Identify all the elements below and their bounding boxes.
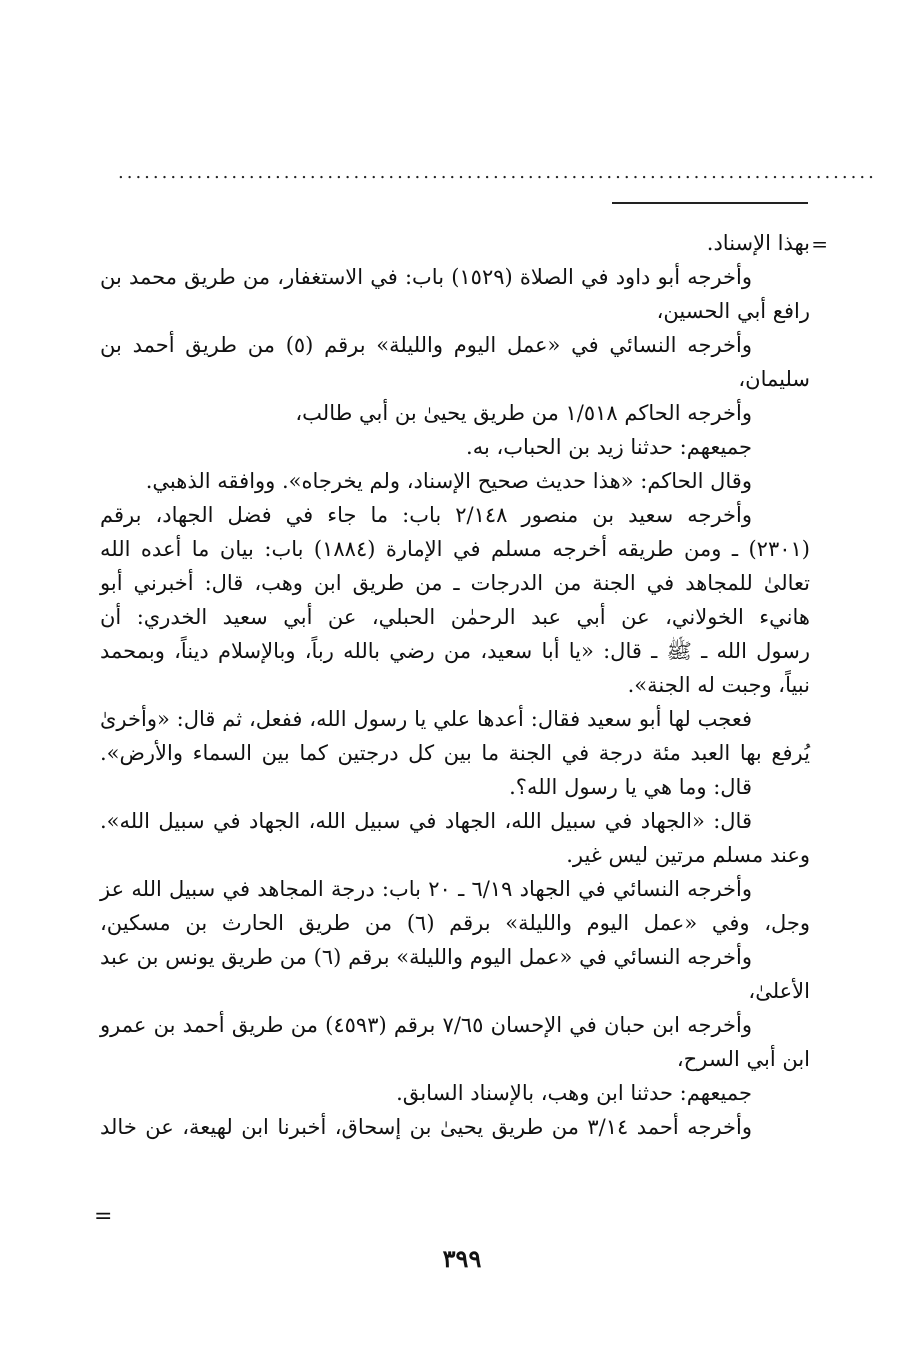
text-line: وجل، وفي «عمل اليوم والليلة» برقم (٦) من طريق الحارث بن مسكين، <box>100 911 810 935</box>
text-line: بهذا الإسناد. <box>706 231 810 255</box>
text-line: وأخرجه الحاكم ١/٥١٨ من طريق يحيىٰ بن أبي طالب، <box>295 401 752 425</box>
text-line: فعجب لها أبو سعيد فقال: أعدها علي يا رسول الله، ففعل، ثم قال: «وأخرىٰ <box>100 707 752 731</box>
text-line: رافع أبي الحسين، <box>656 299 810 323</box>
page-number: ٣٩٩ <box>442 1244 482 1273</box>
text-line: قال: وما هي يا رسول الله؟. <box>509 775 752 799</box>
text-line: سليمان، <box>738 367 810 391</box>
text-line: وأخرجه النسائي في «عمل اليوم والليلة» برقم (٦) من طريق يونس بن عبد <box>100 945 752 969</box>
text-line: تعالىٰ للمجاهد في الجنة من الدرجات ـ من طريق ابن وهب، قال: أخبرني أبو <box>100 571 810 595</box>
text-line: جميعهم: حدثنا ابن وهب، بالإسناد السابق. <box>396 1081 752 1105</box>
text-line: وأخرجه النسائي في الجهاد ٦/١٩ ـ ٢٠ باب: درجة المجاهد في سبيل الله عز <box>100 877 752 901</box>
text-line: جميعهم: حدثنا زيد بن الحباب، به. <box>466 435 752 459</box>
text-line: وأخرجه النسائي في «عمل اليوم والليلة» برقم (٥) من طريق أحمد بن <box>100 333 752 357</box>
text-line: وقال الحاكم: «هذا حديث صحيح الإسناد، ولم يخرجاه». ووافقه الذهبي. <box>145 469 752 493</box>
text-line: وعند مسلم مرتين ليس غير. <box>566 843 810 867</box>
text-line: وأخرجه أحمد ٣/١٤ من طريق يحيىٰ بن إسحاق، أخبرنا ابن لهيعة، عن خالد <box>100 1115 752 1139</box>
continuation-mark-bottom: = <box>94 1204 113 1229</box>
text-line: وأخرجه أبو داود في الصلاة (١٥٢٩) باب: في الاستغفار، من طريق محمد بن <box>100 265 752 289</box>
text-line: رسول الله ـ ﷺ ـ قال: «يا أبا سعيد، من رضي بالله رباً، وبالإسلام ديناً، وبمحمد <box>100 639 810 663</box>
text-line: ابن أبي السرح، <box>676 1047 810 1071</box>
footnote-rule <box>612 202 808 204</box>
text-line: وأخرجه سعيد بن منصور ٢/١٤٨ باب: ما جاء في فضل الجهاد، برقم <box>100 503 752 527</box>
text-line: (٢٣٠١) ـ ومن طريقه أخرجه مسلم في الإمارة (١٨٨٤) باب: بيان ما أعده الله <box>100 537 810 561</box>
text-line: يُرفع بها العبد مئة درجة في الجنة ما بين كل درجتين كما بين السماء والأرض». <box>100 741 810 765</box>
text-line: هانيء الخولاني، عن أبي عبد الرحمٰن الحبلي، عن أبي سعيد الخدري: أن <box>100 605 810 629</box>
text-line: نبياً، وجبت له الجنة». <box>627 673 810 697</box>
footnote-text-block <box>100 226 810 1144</box>
text-line: قال: «الجهاد في سبيل الله، الجهاد في سبيل الله، الجهاد في سبيل الله». <box>100 809 752 833</box>
continuation-mark-top: = <box>811 232 828 256</box>
text-line: وأخرجه ابن حبان في الإحسان ٧/٦٥ برقم (٤٥٩٣) من طريق أحمد بن عمرو <box>100 1013 752 1037</box>
dotted-separator: ....................................................................................... <box>118 162 877 183</box>
text-line: الأعلىٰ، <box>748 979 810 1003</box>
